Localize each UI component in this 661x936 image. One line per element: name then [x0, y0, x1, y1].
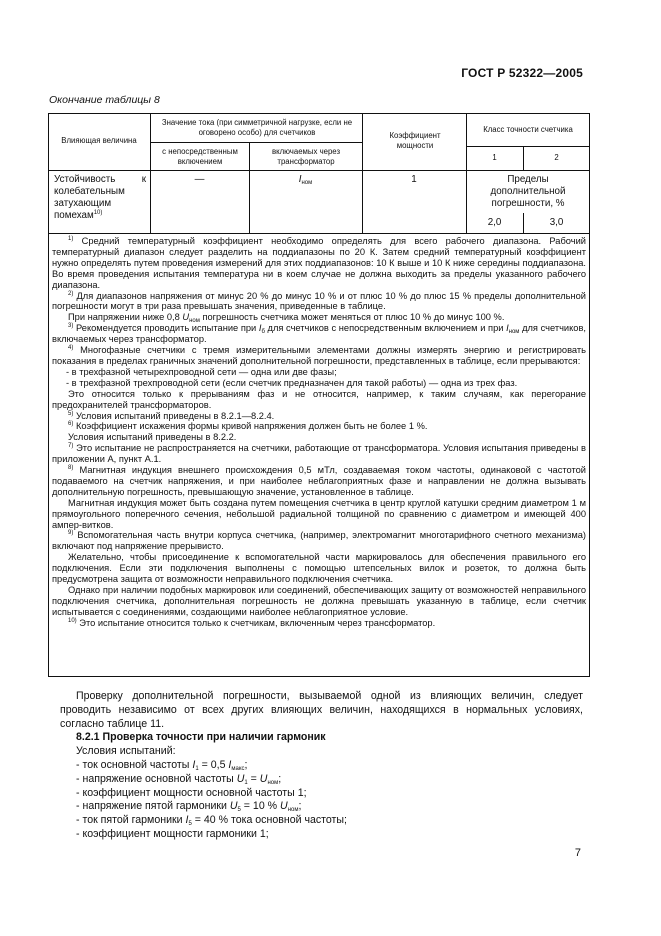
footnote-text: Условия испытаний приведены в 8.2.2. — [68, 432, 237, 443]
footnote — [52, 498, 586, 531]
sub: 1 — [195, 765, 199, 772]
footnote-text: для счетчиков с непосредственным включением и при — [264, 323, 507, 334]
footnote-text: погрешность счетчика может меняться от плюс 10 % до минус 100 %. — [199, 312, 505, 323]
table-rule — [466, 146, 590, 147]
var: I — [192, 758, 196, 771]
footnote — [52, 389, 586, 411]
table-rule — [466, 113, 467, 233]
row-power-factor: 1 — [411, 174, 417, 185]
item-text: - коэффициент мощности гармоники 1; — [76, 827, 269, 840]
footnote — [52, 585, 586, 618]
footnote-mark: 8) — [68, 465, 74, 472]
footnote — [52, 443, 586, 465]
footnote-text: Магнитная индукция может быть создана путем помещения счетчика в центр круглой катушки средним диаметром 1 м прямоугольного поперечного сечения, небольшой радиальной толщиной по сравнению с диаметром и имеющей 400 ампер-витков. — [52, 497, 586, 530]
sub: 5 — [237, 807, 241, 814]
item-text: ; — [244, 758, 248, 771]
footnote-text: Это относится только к прерываниям фаз и не относится, например, к таким случаям, как перегорание предохранителей трансформаторов. — [52, 388, 586, 410]
sub: ном — [301, 180, 313, 186]
footnote — [52, 236, 586, 291]
footnote — [52, 618, 586, 629]
footnote — [52, 411, 586, 422]
var: I — [228, 758, 232, 771]
standard-code: ГОСТ Р 52322—2005 — [461, 66, 583, 80]
item-text: = — [247, 772, 260, 785]
footnote-text: Это испытание не распространяется на счетчики, работающие от трансформатора. Условия испытания приведены в приложении А, пункт А.1. — [52, 443, 586, 465]
item-text: - ток основной частоты — [76, 758, 193, 771]
row-influence — [54, 174, 146, 222]
row-limit-class-2: 3,0 — [549, 217, 564, 228]
footnote — [52, 432, 586, 443]
list-item — [60, 800, 583, 814]
header-influence: Влияющая величина — [61, 136, 137, 145]
footnote — [52, 312, 586, 323]
footnote-text: Желательно, чтобы присоединение к вспомогательной части маркировалось для обеспечения правильного его подключения. Если эти подключения выполнены с помощью штепсельных вилок и розеток, то должна быть предусмотрена защита от возможности неправильного подключения счетчика. — [52, 552, 586, 585]
header-class-1: 1 — [492, 153, 497, 162]
table-footnotes — [52, 236, 586, 629]
footnote-text: Магнитная индукция внешнего происхождения 0,5 мТл, создаваемая током частоты, одинаковой с частотой подаваемого на счетчик напряжения, и при наиболее неблагоприятных фазе и направлении не должна вызывать дополнительную погрешность, превышающую значение, установленное в таблице. — [52, 465, 586, 497]
list-item — [60, 814, 583, 828]
body-text — [60, 690, 583, 842]
var: U — [259, 772, 268, 785]
footnote-mark: 9) — [68, 530, 74, 537]
footnote — [52, 367, 586, 378]
sub: ном — [189, 318, 200, 325]
footnote-mark: 5) — [68, 410, 74, 417]
item-text: - ток пятой гармоники — [76, 814, 186, 827]
footnote — [52, 291, 586, 313]
sub: макс — [231, 765, 245, 772]
conditions-label: Условия испытаний: — [76, 745, 176, 758]
header-class-2: 2 — [554, 153, 559, 162]
footnote-text: Для диапазонов напряжения от минус 20 % до минус 10 % и от плюс 10 % до плюс 15 % пределы дополнительной погрешности могут в три раза превышать значения, приведенные в таблице. — [52, 290, 586, 312]
item-text: = 10 % — [240, 800, 281, 813]
row-limit-class-1: 2,0 — [487, 217, 502, 228]
var: U — [182, 312, 190, 323]
footnote-text: Рекомендуется проводить испытание при — [75, 323, 259, 334]
sub: 5 — [188, 821, 192, 828]
footnote-text: Это испытание относится только к счетчикам, включенным через трансформатор. — [79, 617, 436, 628]
list-item — [60, 773, 583, 787]
footnote-text: - в трехфазной трехпроводной сети (если счетчик предназначен для такой работы) — одна из трех фаз. — [66, 377, 518, 388]
item-text: ; — [278, 772, 282, 785]
footnote — [52, 323, 586, 345]
item-text: - напряжение пятой гармоники — [76, 800, 230, 813]
list-item — [60, 828, 583, 842]
table-rule — [48, 170, 590, 171]
footnote — [52, 552, 586, 585]
sub: ном — [267, 779, 279, 786]
var: U — [280, 800, 288, 813]
footnote — [52, 421, 586, 432]
list-item — [60, 787, 583, 801]
footnote-text: Вспомогательная часть внутри корпуса счетчика, (например, электромагнит многотарифного счетного механизма) включают под напряжение прерывисто. — [52, 530, 586, 552]
footnote — [52, 530, 586, 552]
header-via-transformer: включаемых через трансформатор — [271, 147, 341, 166]
row-limits: Пределы дополнительной погрешности, % — [490, 174, 566, 209]
footnote-text: Коэффициент искажения формы кривой напряжения должен быть не более 1 %. — [75, 421, 428, 432]
row-direct: — — [194, 174, 205, 185]
footnote-mark: 3) — [68, 323, 74, 330]
intro-paragraph: Проверку дополнительной погрешности, вызываемой одной из влияющих величин, следует проводить независимо от всех других влияющих величин, находящихся в нормальных условиях, согласно таблице 11. — [60, 690, 583, 730]
footnote-mark: 1) — [68, 236, 74, 242]
table-rule — [150, 142, 362, 143]
footnote — [52, 465, 586, 498]
item-text: = 40 % тока основной частоты; — [191, 814, 347, 827]
footnote-mark: 4) — [68, 345, 74, 352]
table-caption: Окончание таблицы 8 — [49, 94, 160, 106]
footnote — [52, 378, 586, 389]
var: I — [506, 323, 509, 334]
table-rule — [362, 113, 363, 233]
list-item — [60, 759, 583, 773]
section-heading: 8.2.1 Проверка точности при наличии гармоник — [76, 731, 326, 744]
footnote — [52, 345, 586, 367]
header-direct: с непосредственным включением — [162, 147, 238, 166]
row-influence-text: Устойчивость к колебательным затухающим помехам — [54, 174, 146, 221]
footnote-text: При напряжении ниже 0,8 — [68, 312, 183, 323]
var: I — [258, 323, 262, 334]
sub: ном — [287, 807, 299, 814]
footnote-text: для счетчиков, включаемых через трансформатор. — [52, 323, 586, 345]
var: U — [229, 800, 238, 813]
footnote-text: - в трехфазной четырехпроводной сети — одна или две фазы; — [66, 366, 337, 377]
footnote-mark: 10) — [68, 617, 77, 624]
table-rule — [249, 142, 250, 233]
row-via-transformer — [249, 174, 362, 186]
footnote-ref: 10) — [93, 210, 103, 216]
table-rule — [48, 233, 590, 234]
sub: б — [261, 329, 265, 336]
var: U — [236, 772, 245, 785]
item-text: = 0,5 — [198, 758, 229, 771]
table-rule — [150, 113, 151, 233]
var: I — [298, 174, 302, 185]
footnote-mark: 6) — [68, 421, 74, 428]
footnote-text: Многофазные счетчики с тремя измерительными элементами должны измерять энергию и регистрировать показания в пределах граничных значений дополнительной погрешности, представленных в таблице, если прерываются: — [52, 345, 586, 366]
header-current-group: Значение тока (при симметричной нагрузке, если не оговорено особо) для счетчиков — [161, 118, 353, 137]
header-accuracy-class: Класс точности счетчика — [483, 125, 573, 134]
item-text: ; — [298, 800, 302, 813]
page-number: 7 — [574, 847, 581, 859]
item-text: - напряжение основной частоты — [76, 772, 237, 785]
footnote-text: Средний температурный коэффициент необходимо определять для всего рабочего диапазона. Рабочий температурный диапазон следует разделить на поддиапазоны по 20 К. Затем средний температурный коэффициент нужно определять путем проведения измерений для этих поддиапазонов: 10 К выше и 10 К ниже середины поддиапазона. Во время проведения испытания температура ни в коем случае не должна выходить за пределы указанного рабочего диапазона. — [52, 236, 586, 290]
sub: 1 — [244, 779, 248, 786]
sub: ном — [508, 329, 520, 336]
header-power-factor: Коэффициент мощности — [389, 131, 441, 150]
footnote-text: Однако при наличии подобных маркировок или соединений, обеспечивающих защиту от возможностей неправильного подключения счетчика, дополнительная погрешность не должна превышать указанную в таблице, если счетчик испытывается с соединениями, создающими наиболее неблагоприятное условие. — [52, 585, 586, 617]
footnote-text: Условия испытаний приведены в 8.2.1—8.2.4. — [75, 410, 275, 421]
item-text: - коэффициент мощности основной частоты 1; — [76, 786, 307, 799]
footnote-mark: 2) — [68, 290, 74, 297]
footnote-mark: 7) — [68, 443, 74, 450]
var: I — [185, 814, 189, 827]
